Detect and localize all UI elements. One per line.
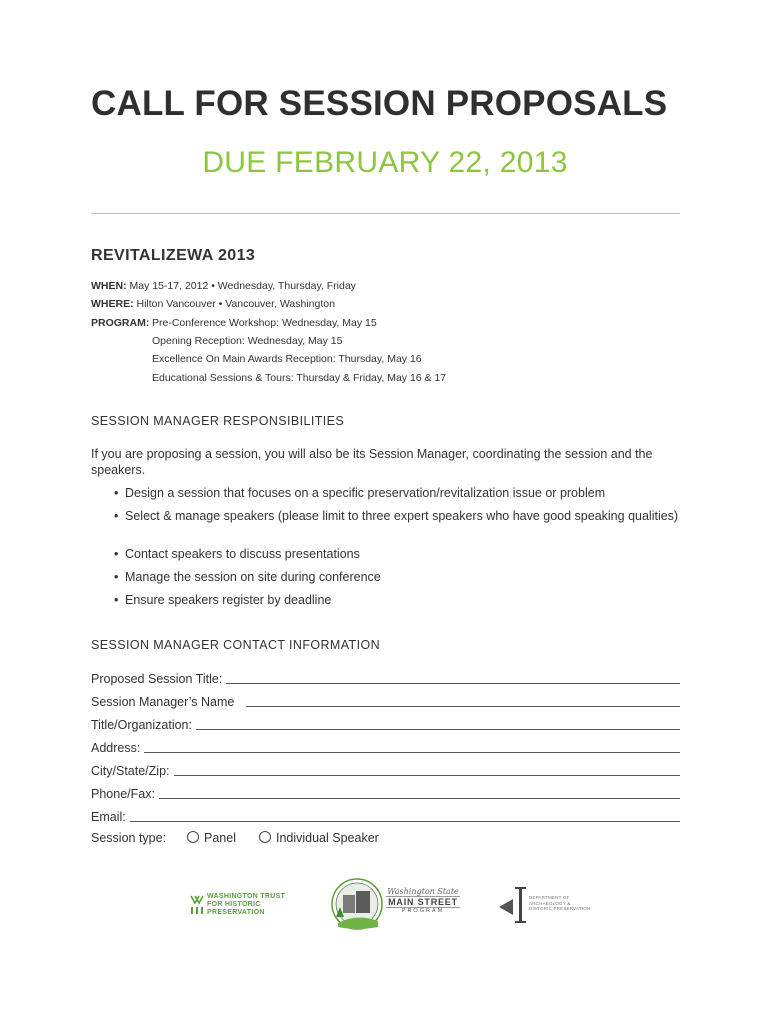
field-label: Email: [91,810,126,824]
field-label: Title/Organization: [91,718,192,732]
main-street-emblem-icon [330,877,384,931]
program-item: Opening Reception: Wednesday, May 15 [152,335,343,347]
logo-text-line: HISTORIC PRESERVATION [529,906,591,911]
page-title: CALL FOR SESSION PROPOSALS [91,84,668,123]
individual-speaker-option[interactable] [259,831,379,845]
fill-line[interactable] [144,742,680,753]
where-row [91,298,335,310]
logo-text-line: FOR HISTORIC [207,901,261,908]
program-item: Educational Sessions & Tours: Thursday & Friday, May 16 & 17 [152,372,447,384]
washington-trust-logo [190,892,300,920]
program-item: Pre-Conference Workshop: Wednesday, May 15 [152,317,377,329]
where-value: Hilton Vancouver • Vancouver, Washington [136,298,335,310]
program-row [91,317,149,329]
logo-text-line: DEPARTMENT OF [529,895,570,900]
panel-radio[interactable] [187,831,199,843]
city-state-zip-field[interactable] [91,762,680,778]
fill-line[interactable] [159,788,680,799]
bullet-text: Contact speakers to discuss presentations [125,547,360,561]
program-label: PROGRAM: [91,317,150,329]
list-item: • Select & manage speakers (please limit to three expert speakers who have good speaking qualities) [114,509,679,523]
panel-option[interactable] [187,831,236,845]
fill-line[interactable] [130,811,680,822]
bullet-text: Design a session that focuses on a specific preservation/revitalization issue or problem [125,486,606,500]
fill-line[interactable] [174,765,681,776]
main-street-state: Washington State [387,887,459,896]
phone-fax-field[interactable] [91,785,680,801]
bullet-text: Select & manage speakers (please limit to three expert speakers who have good speaking qualities) [125,509,679,523]
panel-label: Panel [204,831,236,845]
trust-mark-icon [190,894,204,916]
email-field[interactable] [91,808,680,824]
list-item: • Contact speakers to discuss presentations [114,547,360,561]
dahp-logo [497,885,591,925]
session-type-row [91,831,379,845]
session-type-label: Session type: [91,831,167,845]
title-organization-field[interactable] [91,716,680,732]
field-label: City/State/Zip: [91,764,170,778]
contact-heading: SESSION MANAGER CONTACT INFORMATION [91,638,381,652]
main-street-name: MAIN STREET [386,896,460,908]
divider [91,213,680,214]
fill-line[interactable] [196,719,680,730]
manager-name-field[interactable] [91,693,680,709]
responsibilities-intro: If you are proposing a session, you will also be its Session Manager, coordinating the session and the speakers. [91,447,653,477]
fill-line[interactable] [226,673,680,684]
when-row [91,280,356,292]
list-item: • Manage the session on site during conference [114,570,381,584]
list-item: • Design a session that focuses on a specific preservation/revitalization issue or problem [114,486,606,500]
bullet-text: Ensure speakers register by deadline [125,593,332,607]
field-label: Session Manager’s Name [91,695,235,709]
main-street-program: PROGRAM [401,908,445,914]
program-item: Excellence On Main Awards Reception: Thursday, May 16 [152,353,422,365]
logo-text-line: ARCHAEOLOGY & [529,900,571,906]
when-value: May 15-17, 2012 • Wednesday, Thursday, Friday [129,280,356,292]
individual-speaker-label: Individual Speaker [275,831,379,845]
logo-text-line: WASHINGTON TRUST [207,893,286,900]
due-date: DUE FEBRUARY 22, 2013 [202,146,568,179]
address-field[interactable] [91,739,680,755]
responsibilities-heading: SESSION MANAGER RESPONSIBILITIES [91,414,345,428]
event-name: REVITALIZEWA 2013 [91,247,256,264]
where-label: WHERE: [91,298,134,310]
dahp-arrowhead-icon [497,885,529,925]
field-label: Proposed Session Title: [91,672,223,686]
logo-text-line: PRESERVATION [207,909,265,916]
field-label: Phone/Fax: [91,787,155,801]
session-title-field[interactable] [91,670,680,686]
main-street-logo [330,877,460,933]
individual-speaker-radio[interactable] [259,831,271,843]
field-label: Address: [91,741,141,755]
fill-line[interactable] [246,696,680,707]
when-label: WHEN: [91,280,127,292]
list-item: • Ensure speakers register by deadline [114,593,332,607]
bullet-text: Manage the session on site during conference [125,570,381,584]
